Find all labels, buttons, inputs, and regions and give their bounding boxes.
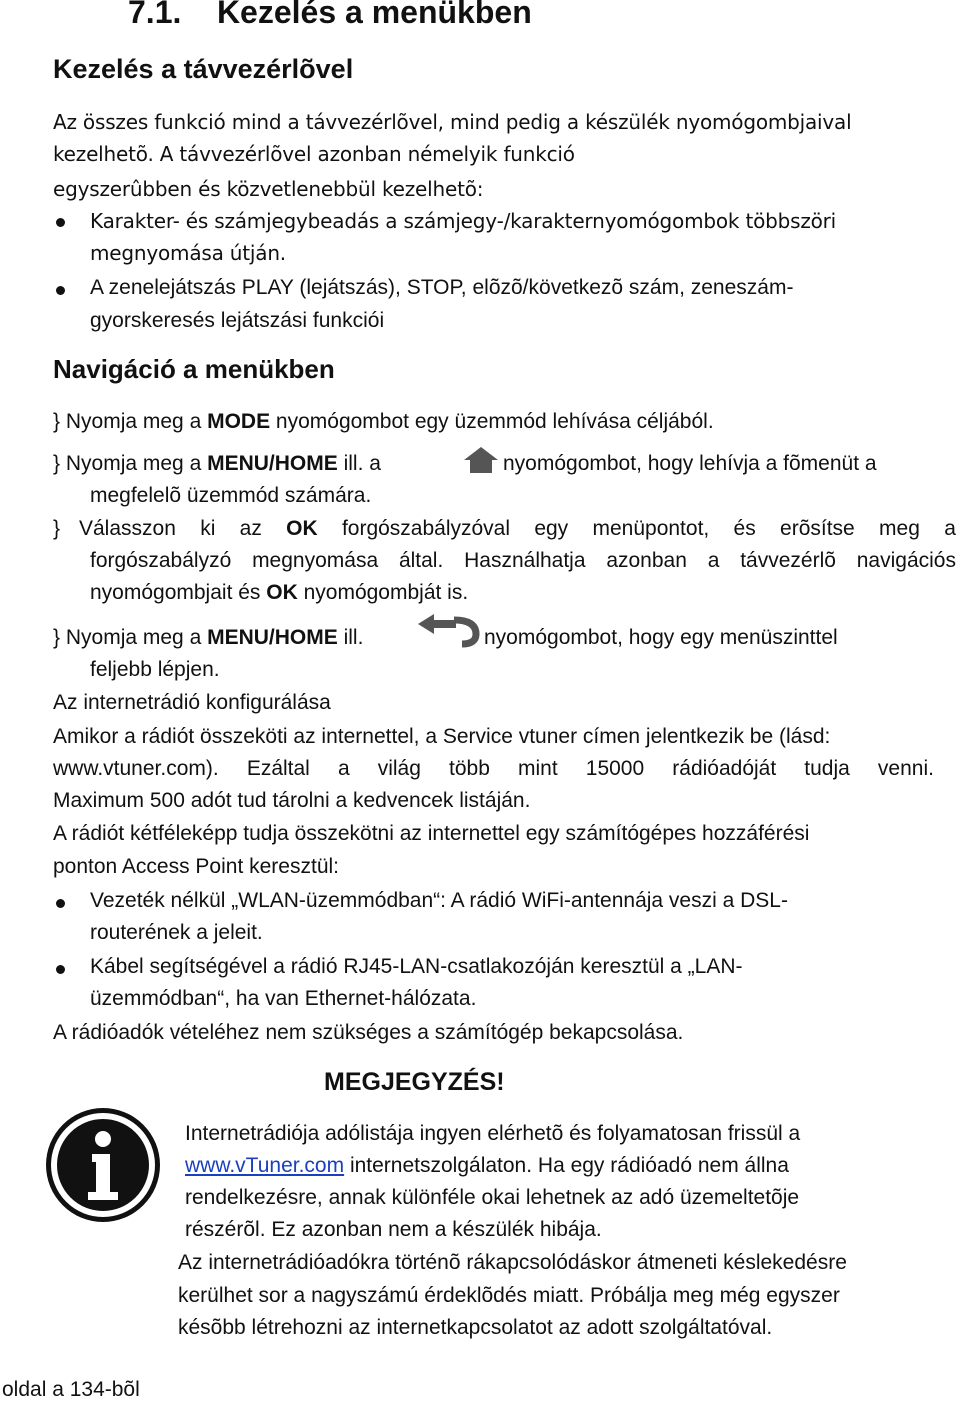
nav-item-3-line-1 bbox=[79, 517, 956, 541]
word: menüpontot, bbox=[592, 517, 710, 540]
nav-item-4-post: nyomógombot, hogy egy menüszinttel bbox=[484, 626, 838, 649]
remote-bullet-2-line-1: A zenelejátszás PLAY (lejátszás), STOP, elõzõ/következõ szám, zeneszám- bbox=[90, 276, 794, 299]
item-text-pre: Nyomja meg a bbox=[65, 410, 208, 433]
bullet-marker bbox=[56, 218, 65, 227]
word: tudja bbox=[804, 757, 850, 780]
word: azonban bbox=[606, 549, 687, 572]
nav-item-4-line-2: feljebb lépjen. bbox=[90, 658, 220, 681]
internet-para-1-line-2 bbox=[53, 757, 934, 781]
note-line-2-post: internetszolgálaton. Ha egy rádióadó nem állna bbox=[344, 1154, 789, 1177]
ok-button-name: OK bbox=[266, 581, 298, 604]
item-text-post: nyomógombot egy üzemmód lehívása céljából. bbox=[270, 410, 714, 433]
note-para-2-line-3: késõbb létrehozni az internetkapcsolatot az adott szolgáltatóval. bbox=[178, 1316, 773, 1339]
remote-bullet-1-line-1: Karakter- és számjegybeadás a számjegy-/karakternyomógombok többszöri bbox=[90, 209, 837, 233]
item-text-pre: Nyomja meg a bbox=[65, 626, 208, 649]
word: a bbox=[337, 757, 350, 780]
note-line-1: Internetrádiója adólistája ingyen elérhetõ és folyamatosan frissül a bbox=[185, 1122, 801, 1145]
remote-intro-line-1: Az összes funkció mind a távvezérlõvel, mind pedig a készülék nyomógombjaival bbox=[53, 110, 852, 134]
nav-item-3-line-2 bbox=[90, 549, 956, 573]
internet-bullet-1-line-2: routerének a jeleit. bbox=[90, 921, 263, 944]
word: www.vtuner.com). bbox=[53, 757, 219, 780]
word: forgószabályzó bbox=[90, 549, 232, 572]
word: a bbox=[707, 549, 720, 572]
word: erõsítse bbox=[780, 517, 855, 540]
home-icon bbox=[462, 445, 500, 475]
section-heading bbox=[128, 0, 532, 31]
word: több bbox=[449, 757, 490, 780]
note-line-3: rendelkezésre, annak különféle okai lehetnek az adó üzemeltetõje bbox=[185, 1186, 800, 1209]
item-text-mid: ill. bbox=[337, 626, 364, 649]
bullet-marker bbox=[56, 899, 65, 908]
item-text-mid: ill. a bbox=[337, 452, 381, 475]
word: távvezérlõ bbox=[740, 549, 836, 572]
word: forgószabályzóval bbox=[341, 517, 511, 540]
internet-para-1-line-1: Amikor a rádiót összeköti az internettel, a Service vtuner címen jelentkezik be (lásd: bbox=[53, 725, 831, 748]
bullet-marker bbox=[56, 965, 65, 974]
note-line-4: részérõl. Ez azonban nem a készülék hibája. bbox=[185, 1218, 602, 1241]
note-title: MEGJEGYZÉS! bbox=[324, 1068, 505, 1096]
word: venni. bbox=[877, 757, 934, 780]
remote-bullet-2-line-2: gyorskeresés lejátszási funkciói bbox=[90, 309, 385, 332]
item-text-pre: Nyomja meg a bbox=[65, 452, 208, 475]
vtuner-link[interactable]: www.vTuner.com bbox=[185, 1154, 345, 1177]
item-marker: } bbox=[53, 452, 61, 475]
word: a bbox=[944, 517, 956, 540]
internet-para-2-line-2: ponton Access Point keresztül: bbox=[53, 855, 339, 878]
word: Válasszon bbox=[79, 517, 176, 540]
word: navigációs bbox=[856, 549, 956, 572]
word: ki bbox=[200, 517, 216, 540]
remote-intro-line-3: egyszerûbben és közvetlenebbül kezelhetõ: bbox=[53, 177, 484, 201]
word: Használhatja bbox=[464, 549, 586, 572]
nav-item-1 bbox=[53, 410, 714, 434]
word: 15000 bbox=[585, 757, 645, 780]
internet-bullet-2-line-2: üzemmódban“, ha van Ethernet-hálózata. bbox=[90, 987, 477, 1010]
word: rádióadóját bbox=[672, 757, 777, 780]
page-footer: oldal a 134-bõl bbox=[2, 1378, 140, 1401]
nav-item-2-line-2: megfelelõ üzemmód számára. bbox=[90, 484, 372, 507]
info-icon bbox=[44, 1106, 162, 1224]
item-marker: } bbox=[53, 517, 61, 540]
section-title: Kezelés a menükben bbox=[216, 0, 532, 30]
bullet-marker bbox=[56, 286, 65, 295]
word: meg bbox=[879, 517, 920, 540]
item-text-post: nyomógombját is. bbox=[297, 581, 469, 604]
internet-closing: A rádióadók vételéhez nem szükséges a számítógép bekapcsolása. bbox=[53, 1021, 684, 1044]
word: által. bbox=[398, 549, 444, 572]
item-marker: } bbox=[53, 410, 61, 433]
internet-heading: Az internetrádió konfigurálása bbox=[53, 691, 331, 714]
menu-home-button-name: MENU/HOME bbox=[207, 626, 338, 649]
remote-heading: Kezelés a távvezérlõvel bbox=[53, 54, 354, 84]
internet-para-1-line-3: Maximum 500 adót tud tárolni a kedvencek listáján. bbox=[53, 789, 531, 812]
mode-button-name: MODE bbox=[207, 410, 271, 433]
nav-item-4 bbox=[53, 626, 363, 650]
internet-para-2-line-1: A rádiót kétféleképp tudja összekötni az internettel egy számítógépes hozzáférési bbox=[53, 822, 810, 845]
back-arrow-icon bbox=[416, 612, 482, 650]
word: és bbox=[733, 517, 756, 540]
word: az bbox=[239, 517, 262, 540]
item-marker: } bbox=[53, 626, 61, 649]
note-line-2 bbox=[185, 1154, 789, 1178]
note-para-2-line-1: Az internetrádióadókra történõ rákapcsolódáskor átmeneti késlekedésre bbox=[178, 1251, 847, 1274]
item-text-pre: nyomógombjait és bbox=[90, 581, 267, 604]
remote-intro-line-2: kezelhetõ. A távvezérlõvel azonban némelyik funkció bbox=[53, 142, 575, 166]
word: megnyomása bbox=[252, 549, 379, 572]
section-number: 7.1. bbox=[128, 0, 182, 30]
ok-button-name: OK bbox=[286, 517, 318, 540]
word: mint bbox=[517, 757, 558, 780]
menu-home-button-name: MENU/HOME bbox=[207, 452, 338, 475]
internet-bullet-1-line-1: Vezeték nélkül „WLAN-üzemmódban“: A rádió WiFi-antennája veszi a DSL- bbox=[90, 889, 788, 912]
word: Ezáltal bbox=[246, 757, 310, 780]
word: egy bbox=[534, 517, 569, 540]
word: világ bbox=[377, 757, 421, 780]
note-para-2-line-2: kerülhet sor a nagyszámú érdeklõdés miatt. Próbálja meg még egyszer bbox=[178, 1284, 840, 1307]
nav-heading: Navigáció a menükben bbox=[53, 354, 335, 384]
remote-bullet-1-line-2: megnyomása útján. bbox=[90, 241, 286, 265]
nav-item-2 bbox=[53, 452, 381, 476]
nav-item-3-line-3 bbox=[90, 581, 468, 605]
internet-bullet-2-line-1: Kábel segítségével a rádió RJ45-LAN-csatlakozóján keresztül a „LAN- bbox=[90, 955, 743, 978]
nav-item-2-post: nyomógombot, hogy lehívja a fõmenüt a bbox=[503, 452, 877, 475]
